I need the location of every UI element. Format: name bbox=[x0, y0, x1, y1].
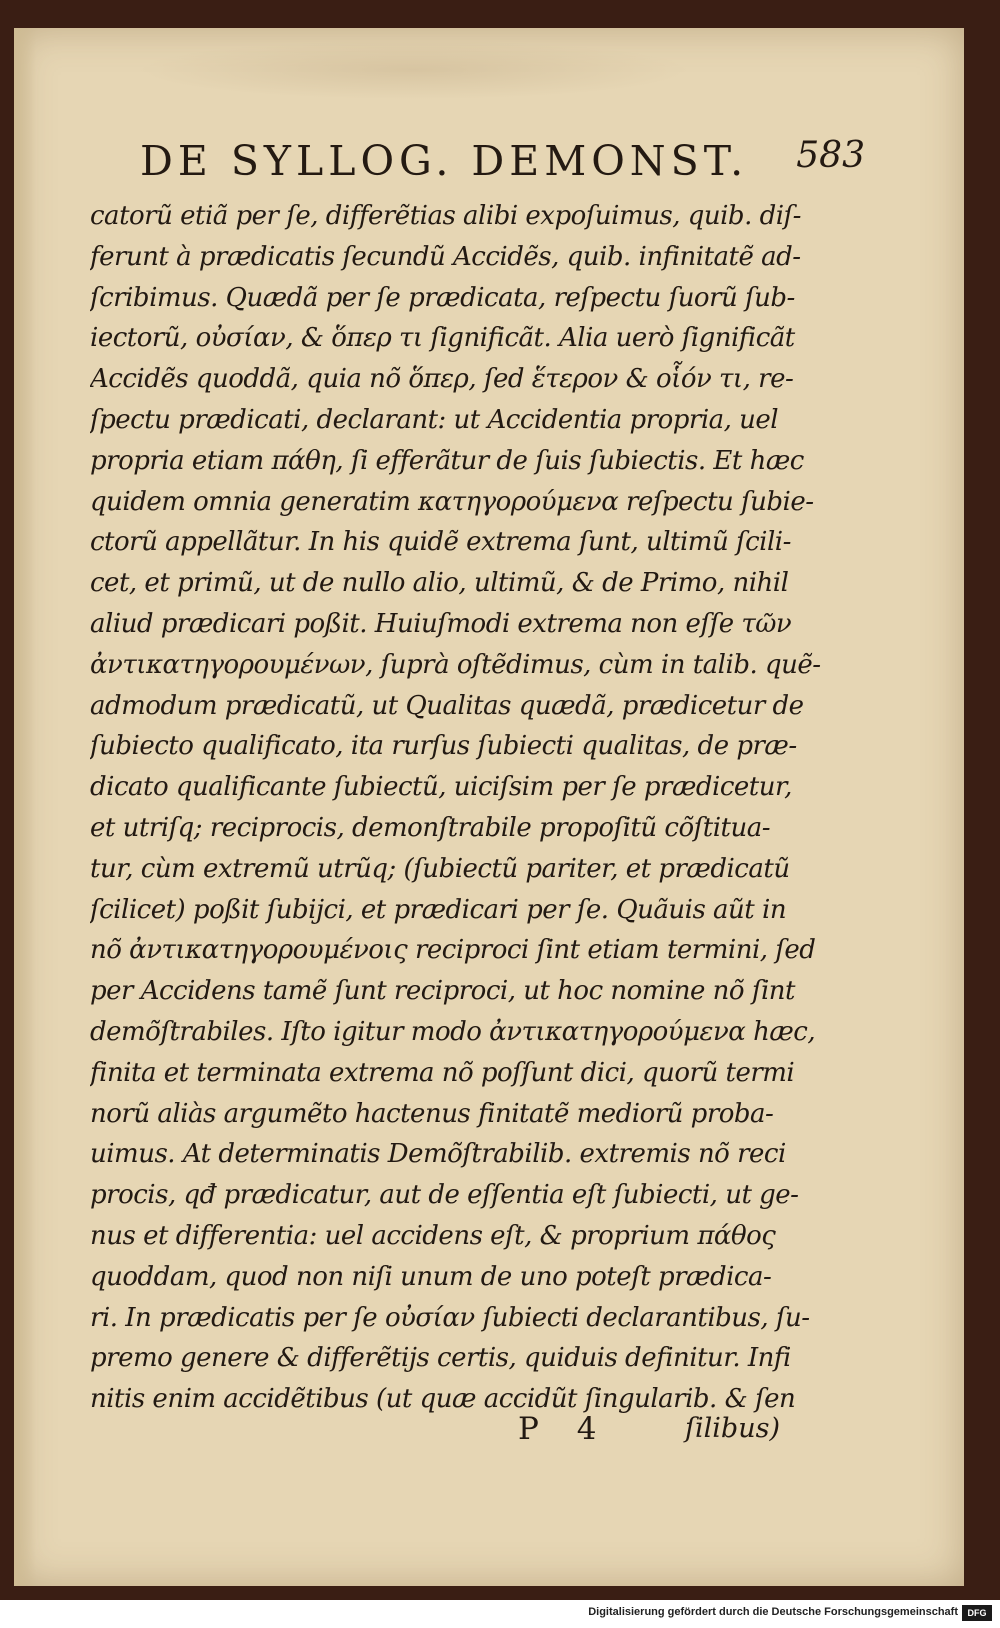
catchword: ſilibus) bbox=[685, 1413, 780, 1444]
text-line: iectorũ, οὐσίαν, & ὅπερ τι ſignificãt. Alia uerò ſignificãt bbox=[90, 323, 795, 354]
book-page bbox=[14, 28, 964, 1586]
text-line: ſcilicet) poßit ſubijci, et prædicari per ſe. Quãuis aũt in bbox=[90, 894, 787, 925]
text-line: ſpectu prædicati, declarant: ut Accidentia propria, uel bbox=[90, 404, 779, 435]
text-line: aliud prædicari poßit. Huiuſmodi extrema non eſſe τῶν bbox=[90, 608, 792, 639]
page-stain bbox=[134, 40, 694, 100]
text-line: premo genere & differẽtijs certis, quiduis definitur. Infi bbox=[90, 1343, 791, 1374]
text-line: finita et terminata extrema nõ poſſunt dici, quorũ termi bbox=[90, 1057, 795, 1088]
signature-mark: P 4 bbox=[518, 1411, 611, 1447]
text-line: propria etiam πάθη, ſi efferãtur de ſuis ſubiectis. Et hæc bbox=[90, 445, 804, 476]
text-line: Accidẽs quoddã, quia nõ ὅπερ, ſed ἕτερον & οἷόν τι, re- bbox=[90, 364, 794, 395]
funding-credit: Digitalisierung gefördert durch die Deutsche Forschungsgemeinschaft bbox=[588, 1606, 958, 1618]
text-line: catorũ etiã per ſe, differẽtias alibi expoſuimus, quib. diſ- bbox=[90, 201, 801, 231]
page-number: 583 bbox=[796, 135, 865, 176]
text-line: per Accidens tamẽ ſunt reciproci, ut hoc nomine nõ ſint bbox=[90, 976, 795, 1007]
text-line: quoddam, quod non niſi unum de uno poteſt prædica- bbox=[90, 1261, 772, 1292]
running-title: DE SYLLOG. DEMONST. bbox=[140, 137, 749, 185]
text-line: nõ ἀντικατηγορουμένοις reciproci ſint etiam termini, ſed bbox=[90, 935, 816, 966]
text-line: et utriſq; reciprocis, demonſtrabile propoſitũ cõſtitua- bbox=[90, 812, 771, 843]
text-line: ἀντικατηγορουμένων, ſuprà oſtẽdimus, cùm in talib. quẽ- bbox=[90, 649, 821, 680]
text-block bbox=[90, 196, 890, 1420]
text-line: nus et differentia: uel accidens eſt, & proprium πάθος bbox=[90, 1220, 776, 1251]
text-line: tur, cùm extremũ utrũq; (ſubiectũ pariter, et prædicatũ bbox=[90, 853, 790, 884]
dfg-logo-icon: DFG bbox=[962, 1605, 992, 1621]
text-line: quidem omnia generatim κατηγορούμενα reſpectu ſubie- bbox=[90, 486, 814, 517]
signature-line bbox=[494, 1411, 794, 1461]
text-line: norũ aliàs argumẽto hactenus finitatẽ mediorũ proba- bbox=[90, 1098, 774, 1129]
text-line: ſubiecto qualificato, ita rurſus ſubiecti qualitas, de præ- bbox=[90, 731, 797, 762]
text-line: ctorũ appellãtur. In his quidẽ extrema ſunt, ultimũ ſcili- bbox=[90, 527, 791, 558]
text-line: ſcribimus. Quædã per ſe prædicata, reſpectu ſuorũ ſub- bbox=[90, 282, 795, 313]
text-line: ferunt à prædicatis ſecundũ Accidẽs, quib. infinitatẽ ad- bbox=[90, 241, 801, 272]
footer-credit bbox=[0, 1600, 1000, 1628]
text-line: cet, et primũ, ut de nullo alio, ultimũ, & de Primo, nihil bbox=[90, 568, 789, 599]
text-line: procis, qđ prædicatur, aut de eſſentia eſt ſubiecti, ut ge- bbox=[90, 1180, 799, 1211]
text-line: demõſtrabiles. Iſto igitur modo ἀντικατηγορούμενα hæc, bbox=[90, 1016, 816, 1047]
running-head bbox=[140, 135, 865, 195]
page-gutter-shadow bbox=[14, 28, 36, 1586]
text-line: uimus. At determinatis Demõſtrabilib. extremis nõ reci bbox=[90, 1139, 786, 1170]
text-line: dicato qualificante ſubiectũ, uiciſsim per ſe prædicetur, bbox=[90, 772, 792, 803]
text-line: admodum prædicatũ, ut Qualitas quædã, prædicetur de bbox=[90, 690, 804, 721]
text-line: nitis enim accidẽtibus (ut quæ accidũt ſingularib. & ſen bbox=[90, 1384, 796, 1415]
text-line: ri. In prædicatis per ſe οὐσίαν ſubiecti declarantibus, ſu- bbox=[90, 1302, 810, 1333]
